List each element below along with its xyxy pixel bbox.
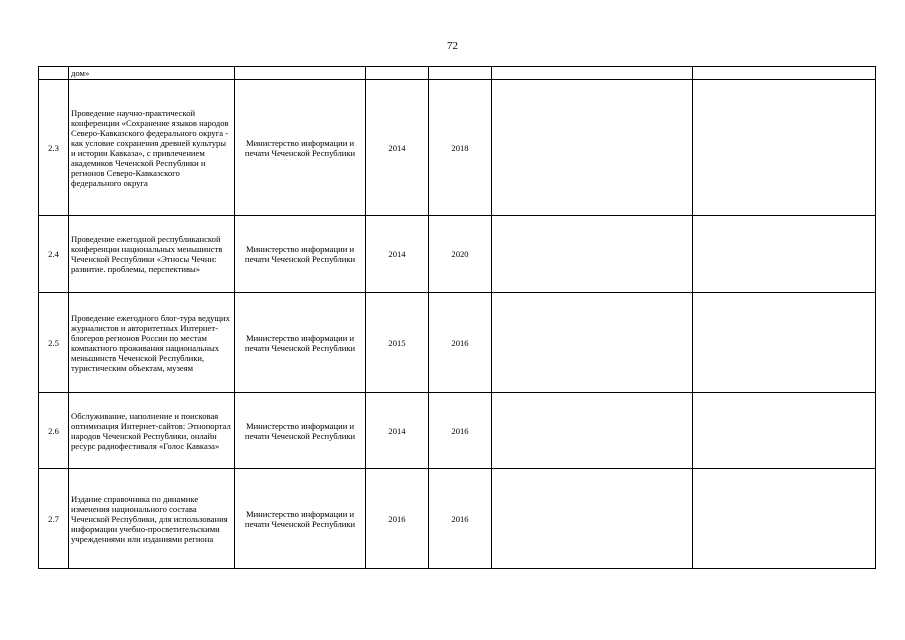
empty-cell <box>492 80 693 216</box>
empty-cell <box>693 216 876 293</box>
executor-cell: Министерство информации и печати Чеченской Республики <box>235 293 366 393</box>
row-number-cell <box>39 67 69 80</box>
table-row <box>39 216 876 293</box>
empty-cell <box>693 80 876 216</box>
page-number: 72 <box>447 40 458 52</box>
program-activities-table <box>38 66 876 569</box>
empty-cell <box>492 393 693 469</box>
end-year-cell: 2020 <box>429 216 492 293</box>
empty-cell <box>492 67 693 80</box>
activity-description-cell: Обслуживание, наполнение и поисковая оптимизация Интернет-сайтов: Этнопортал народов Чеченской Республики, онлайн ресурс радиофестиваля «Голос Кавказа» <box>69 393 235 469</box>
start-year-cell: 2016 <box>366 469 429 569</box>
end-year-cell: 2018 <box>429 80 492 216</box>
table-row <box>39 469 876 569</box>
row-number-cell: 2.4 <box>39 216 69 293</box>
start-year-cell: 2015 <box>366 293 429 393</box>
end-year-cell <box>429 67 492 80</box>
executor-cell: Министерство информации и печати Чеченской Республики <box>235 393 366 469</box>
table-row-continued <box>39 67 876 80</box>
empty-cell <box>693 293 876 393</box>
activity-description-cell: Проведение научно-практической конференции «Сохранение языков народов Северо-Кавказского федерального округа - как условие сохранения древней культуры и истории Кавказа», с привлечением академиков Чеченской Республики и регионов Северо-Кавказского федерального округа <box>69 80 235 216</box>
activity-description-cell: Издание справочника по динамике изменения национального состава Чеченской Республики, для использования информации учебно-просветительскими учреждениями или изданиями региона <box>69 469 235 569</box>
end-year-cell: 2016 <box>429 393 492 469</box>
table-row <box>39 80 876 216</box>
executor-cell: Министерство информации и печати Чеченской Республики <box>235 216 366 293</box>
empty-cell <box>693 393 876 469</box>
executor-cell <box>235 67 366 80</box>
activity-description-cell: Проведение ежегодной республиканской конференции национальных меньшинств Чеченской Республики «Этносы Чечни: развитие. проблемы, перспективы» <box>69 216 235 293</box>
empty-cell <box>693 67 876 80</box>
start-year-cell: 2014 <box>366 393 429 469</box>
end-year-cell: 2016 <box>429 469 492 569</box>
row-number-cell: 2.7 <box>39 469 69 569</box>
row-number-cell: 2.3 <box>39 80 69 216</box>
table-row <box>39 393 876 469</box>
empty-cell <box>492 293 693 393</box>
empty-cell <box>492 469 693 569</box>
start-year-cell: 2014 <box>366 216 429 293</box>
empty-cell <box>492 216 693 293</box>
row-number-cell: 2.5 <box>39 293 69 393</box>
activity-description-cell: Проведение ежегодного блог-тура ведущих журналистов и авторитетных Интернет-блогеров регионов России по местам компактного проживания национальных меньшинств Чеченской Республики, туристическим объектам, музеям <box>69 293 235 393</box>
executor-cell: Министерство информации и печати Чеченской Республики <box>235 80 366 216</box>
executor-cell: Министерство информации и печати Чеченской Республики <box>235 469 366 569</box>
start-year-cell: 2014 <box>366 80 429 216</box>
activity-description-cell: дом» <box>69 67 235 80</box>
empty-cell <box>693 469 876 569</box>
end-year-cell: 2016 <box>429 293 492 393</box>
row-number-cell: 2.6 <box>39 393 69 469</box>
start-year-cell <box>366 67 429 80</box>
table-row <box>39 293 876 393</box>
